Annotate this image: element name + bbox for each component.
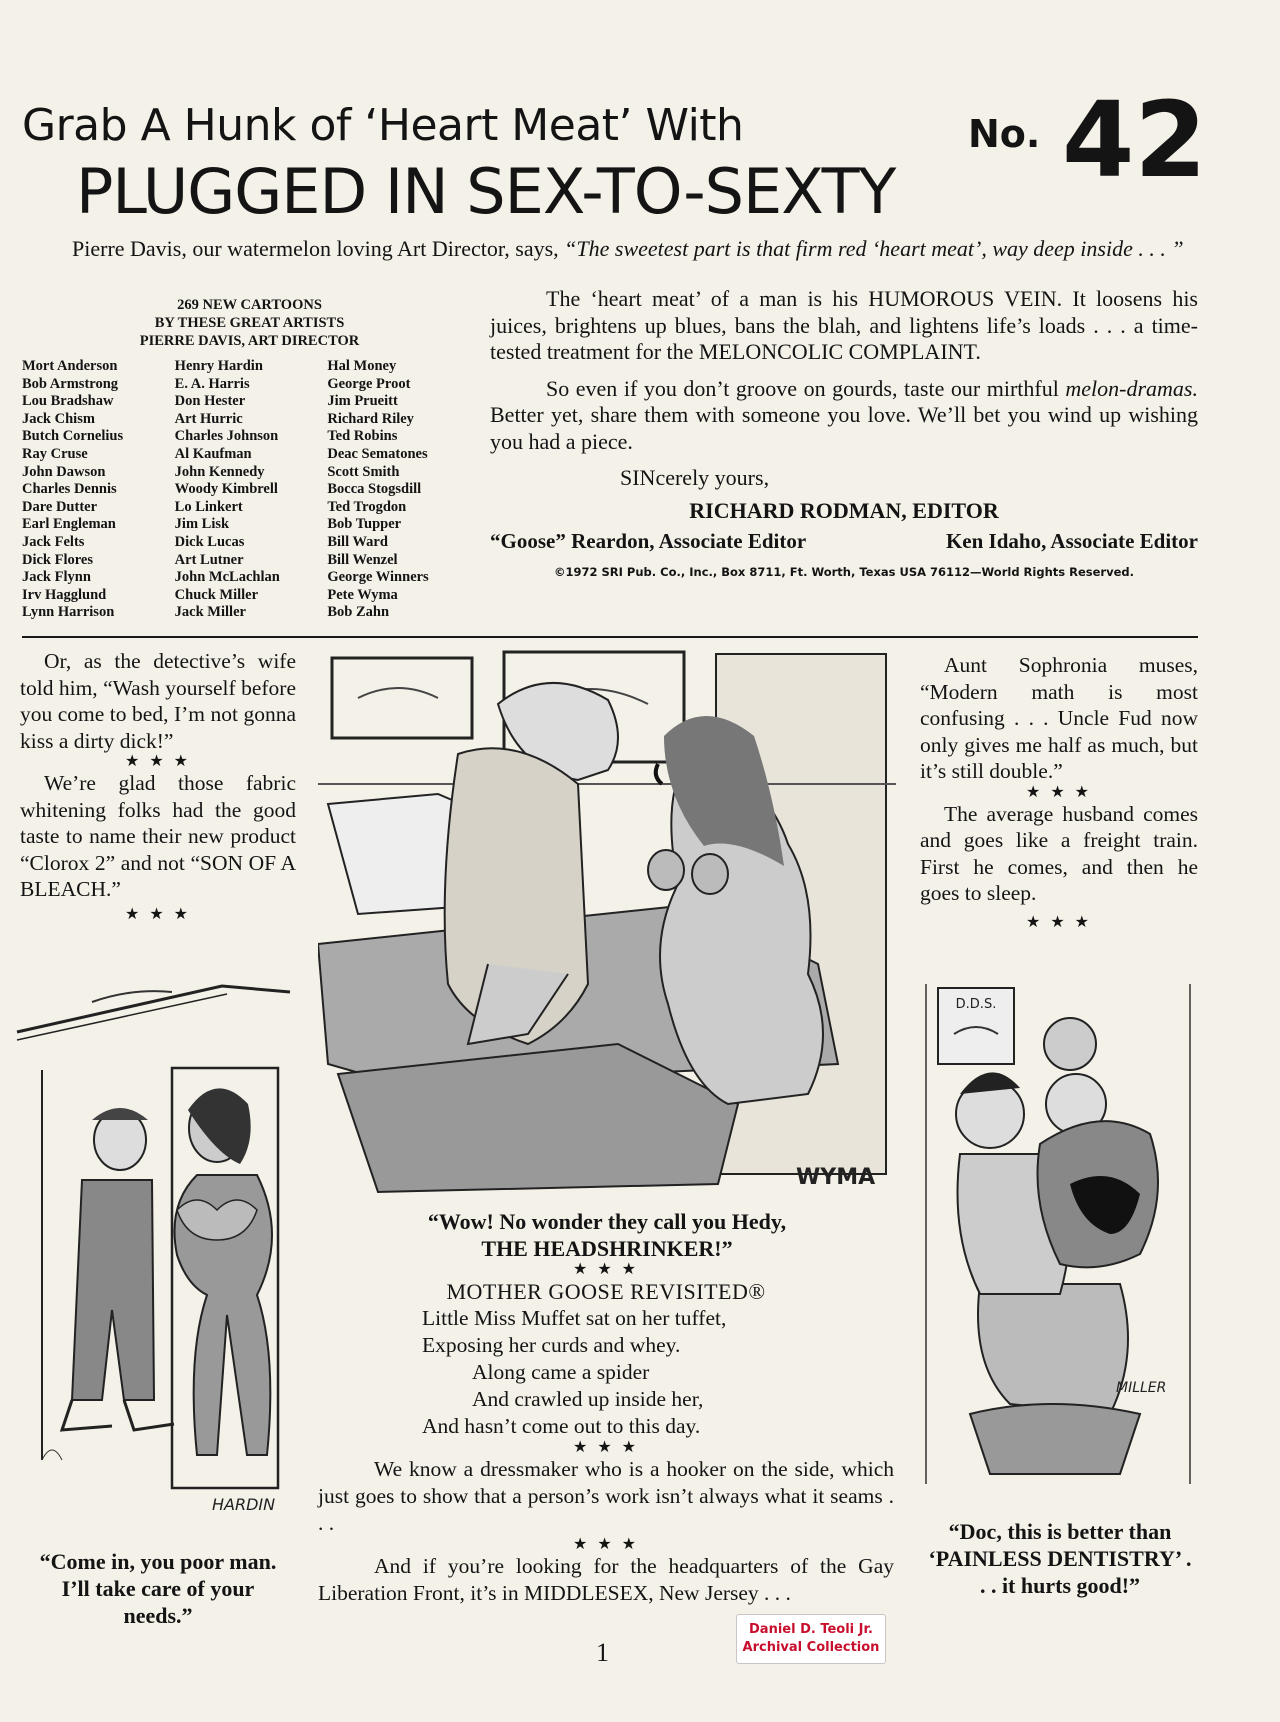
- left-column: [20, 648, 296, 923]
- artist-name: Lynn Harrison: [22, 604, 115, 621]
- artist-name: Jim Lisk: [174, 516, 230, 533]
- signoff: SINcerely yours,: [620, 465, 770, 490]
- artist-name: George Winners: [327, 569, 429, 586]
- cartoon-dentist: [920, 984, 1198, 1514]
- dds-sign: D.D.S.: [955, 997, 997, 1012]
- artist-name: John McLachlan: [174, 569, 280, 586]
- artist-name: Chuck Miller: [174, 586, 259, 603]
- artist-name: Lo Linkert: [174, 498, 243, 515]
- caption-headshrinker: [318, 1208, 896, 1262]
- joke-detective: Or, as the detective’s wife told him, “Wash yourself before you come to bed, I’m not gonna kiss a dirty dick!”: [20, 649, 296, 753]
- artist-name: Bill Ward: [327, 533, 388, 550]
- artist-name: Al Kaufman: [174, 445, 252, 462]
- artist-name: Jack Flynn: [22, 569, 91, 586]
- stars-divider: ★ ★ ★: [572, 1261, 640, 1278]
- signature-wyma: WYMA: [796, 1165, 876, 1190]
- page-number: 1: [596, 1638, 609, 1667]
- poem-line: Exposing her curds and whey.: [422, 1333, 681, 1357]
- poem-line: And hasn’t come out to this day.: [422, 1414, 701, 1438]
- caption-doorway: “Come in, you poor man. I’ll take care of your needs.”: [39, 1549, 277, 1628]
- associate-editor-1: “Goose” Reardon, Associate Editor: [490, 529, 807, 553]
- poem-line: Along came a spider: [472, 1360, 650, 1384]
- artist-name: Woody Kimbrell: [174, 481, 278, 498]
- artist-column-3: [327, 358, 477, 622]
- artist-name: Mort Anderson: [22, 358, 118, 374]
- artist-name: Dare Dutter: [22, 498, 98, 515]
- artist-name: Art Hurric: [174, 410, 243, 427]
- joke-dressmaker: We know a dressmaker who is a hooker on the side, which just goes to show that a person’s work isn’t always what it seams . . .: [318, 1457, 894, 1535]
- artist-name: Earl Engleman: [22, 516, 116, 533]
- artist-name: Hal Money: [327, 358, 397, 374]
- stars-divider: ★ ★ ★: [124, 753, 192, 770]
- artist-column-2: [175, 358, 328, 622]
- poem-line: Little Miss Muffet sat on her tuffet,: [422, 1306, 727, 1330]
- joke-aunt-sophronia: Aunt Sophronia muses, “Modern math is most confusing . . . Uncle Fud now only gives me half as much, but it’s still double.”: [920, 653, 1198, 783]
- artists-heading-by: BY THESE GREAT ARTISTS: [154, 315, 345, 331]
- joke-bleach: We’re glad those fabric whitening folks had the good taste to name their new product “Clorox 2” and not “SON OF A BLEACH.”: [20, 771, 296, 901]
- artist-name: Bob Tupper: [327, 516, 402, 533]
- artist-name: Ted Trogdon: [327, 498, 407, 515]
- copyright-line: ©1972 SRI Pub. Co., Inc., Box 8711, Ft. Worth, Texas USA 76112—World Rights Reserved.: [554, 564, 1134, 579]
- muffet-poem: [422, 1305, 894, 1440]
- artist-column-1: [22, 358, 175, 622]
- artist-name: Richard Riley: [327, 410, 414, 427]
- artist-name: Bob Armstrong: [22, 375, 119, 392]
- intro-paragraph: [22, 236, 1200, 262]
- artist-name: Jim Prueitt: [327, 393, 398, 410]
- artist-name: E. A. Harris: [174, 375, 250, 392]
- artist-name: Deac Sematones: [327, 445, 428, 462]
- caption-headshrinker-line1: “Wow! No wonder they call you Hedy,: [427, 1209, 787, 1234]
- headline-line2: PLUGGED IN SEX-TO-SEXTY: [76, 155, 896, 228]
- caption-dentist: “Doc, this is better than ‘PAINLESS DENTISTRY’ . . . it hurts good!”: [928, 1519, 1192, 1598]
- editor-p2-start: So even if you don’t groove on gourds, taste our mirthful: [546, 375, 1066, 401]
- stars-divider: ★ ★ ★: [1025, 913, 1093, 931]
- editor-note: [490, 286, 1198, 585]
- intro-quote: “The sweetest part is that firm red ‘heart meat’, way deep inside . . . ”: [564, 236, 1184, 261]
- artist-name: Jack Chism: [22, 410, 95, 427]
- right-column: [920, 652, 1198, 931]
- artists-heading-director: PIERRE DAVIS, ART DIRECTOR: [139, 333, 360, 349]
- caption-headshrinker-line2: THE HEADSHRINKER!”: [481, 1236, 733, 1261]
- associate-editors: [490, 528, 1198, 555]
- headline-line1: Grab A Hunk of ‘Heart Meat’ With: [22, 100, 744, 151]
- cartoon-headshrinker: [318, 644, 896, 1200]
- artist-name: John Kennedy: [174, 463, 265, 480]
- intro-text: Pierre Davis, our watermelon loving Art Director, says,: [72, 236, 565, 261]
- stars-divider: ★ ★ ★: [124, 905, 192, 923]
- artist-name: Charles Dennis: [22, 481, 117, 498]
- archival-stamp: [736, 1614, 886, 1664]
- poem-line: And crawled up inside her,: [472, 1387, 704, 1411]
- artist-name: Bob Zahn: [327, 604, 390, 621]
- editor-paragraph-2: [490, 376, 1198, 456]
- artist-name: George Proot: [327, 375, 411, 392]
- stamp-line-1: Daniel D. Teoli Jr.: [749, 1622, 873, 1637]
- associate-editor-2: Ken Idaho, Associate Editor: [945, 529, 1198, 553]
- artists-heading-count: 269 NEW CARTOONS: [177, 297, 322, 313]
- artist-name: Pete Wyma: [327, 586, 398, 603]
- artist-name: Ray Cruse: [22, 445, 88, 462]
- signature-miller: MILLER: [1116, 1380, 1167, 1396]
- artist-name: Charles Johnson: [174, 428, 279, 445]
- artist-name: Lou Bradshaw: [22, 393, 114, 410]
- stars-divider: ★ ★ ★: [572, 1536, 640, 1553]
- signature-hardin: HARDIN: [212, 1495, 276, 1514]
- artist-name: Ted Robins: [327, 428, 398, 445]
- artist-name: Scott Smith: [327, 463, 400, 480]
- issue-label: No.: [968, 112, 1041, 156]
- editor-p2-italic: melon-dramas.: [1065, 375, 1198, 401]
- artist-name: Jack Miller: [174, 604, 246, 621]
- artist-name: John Dawson: [22, 463, 106, 480]
- mother-goose-title: MOTHER GOOSE REVISITED®: [446, 1279, 766, 1304]
- artist-name: Art Lutner: [174, 551, 244, 568]
- editor-paragraph-1: The ‘heart meat’ of a man is his HUMOROUS VEIN. It loosens his juices, brightens up blues, bans the blah, and lightens life’s loads . . . a time-tested treatment for the MELONCOLIC COMPLAINT.: [490, 286, 1198, 364]
- cartoon-doorway: [12, 980, 297, 1520]
- artist-name: Bocca Stogsdill: [327, 481, 422, 498]
- joke-middlesex: And if you’re looking for the headquarters of the Gay Liberation Front, it’s in MIDDLESEX, New Jersey . . .: [318, 1554, 894, 1605]
- artist-name: Bill Wenzel: [327, 551, 398, 568]
- section-divider: [22, 636, 1198, 638]
- joke-freight-train: The average husband comes and goes like a freight train. First he comes, and then he goes to sleep.: [920, 801, 1198, 905]
- issue-number: 42: [1062, 79, 1207, 201]
- artist-name: Jack Felts: [22, 533, 85, 550]
- editor-p2-end: Better yet, share them with someone you love. We’ll bet you wind up wishing you had a piece.: [490, 402, 1198, 454]
- artist-list: [22, 358, 477, 622]
- artist-name: Dick Lucas: [174, 533, 245, 550]
- stamp-line-2: Archival Collection: [742, 1640, 880, 1655]
- center-text-column: [318, 1262, 894, 1607]
- artists-heading: [22, 296, 477, 350]
- editor-name: RICHARD RODMAN, EDITOR: [689, 497, 999, 523]
- artist-name: Irv Hagglund: [22, 586, 107, 603]
- artist-name: Butch Cornelius: [22, 428, 124, 445]
- stars-divider: ★ ★ ★: [572, 1439, 640, 1456]
- artist-name: Dick Flores: [22, 551, 94, 568]
- stars-divider: ★ ★ ★: [1025, 783, 1093, 801]
- artist-name: Henry Hardin: [174, 358, 263, 374]
- artist-name: Don Hester: [174, 393, 246, 410]
